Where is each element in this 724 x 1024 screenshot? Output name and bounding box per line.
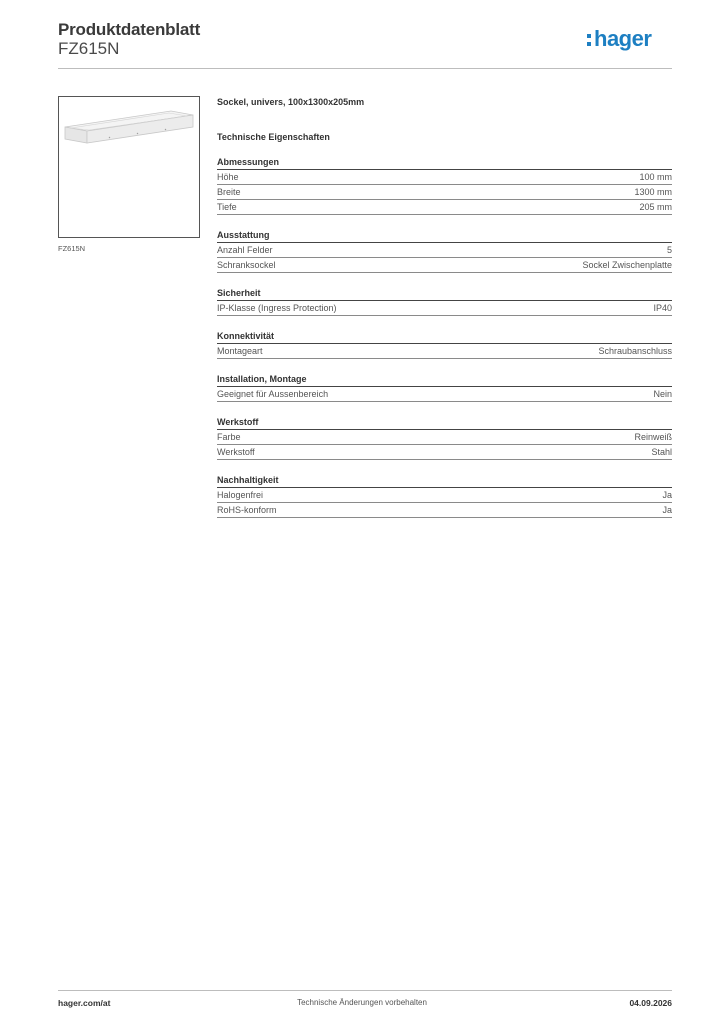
- spec-value: Nein: [653, 389, 672, 399]
- spec-value: Stahl: [651, 447, 672, 457]
- document-title: Produktdatenblatt: [58, 20, 201, 39]
- spec-value: 1300 mm: [634, 187, 672, 197]
- spec-label: Anzahl Felder: [217, 245, 273, 255]
- spec-value: Ja: [662, 505, 672, 515]
- image-caption: FZ615N: [58, 244, 86, 253]
- spec-row: [217, 344, 672, 359]
- spec-row: [217, 185, 672, 200]
- group-heading: Sicherheit: [217, 287, 672, 301]
- spec-value: 100 mm: [639, 172, 672, 182]
- group-heading: Ausstattung: [217, 229, 672, 243]
- spec-value: 205 mm: [639, 202, 672, 212]
- spec-row: [217, 200, 672, 215]
- spec-value: Reinweiß: [634, 432, 672, 442]
- spec-label: Farbe: [217, 432, 241, 442]
- spec-row: [217, 170, 672, 185]
- product-illustration: [59, 97, 199, 237]
- spec-row: [217, 445, 672, 460]
- group-safety: [217, 287, 672, 316]
- group-installation: [217, 373, 672, 402]
- group-heading: Werkstoff: [217, 416, 672, 430]
- group-dimensions: [217, 156, 672, 215]
- footer-website: hager.com/at: [58, 998, 111, 1008]
- hager-logo: [586, 26, 672, 54]
- group-connectivity: [217, 330, 672, 359]
- group-sustainability: [217, 474, 672, 518]
- spec-label: Schranksockel: [217, 260, 276, 270]
- spec-value: IP40: [653, 303, 672, 313]
- spec-label: Geeignet für Aussenbereich: [217, 389, 329, 399]
- spec-row: [217, 258, 672, 273]
- spec-label: Montageart: [217, 346, 263, 356]
- spec-label: IP-Klasse (Ingress Protection): [217, 303, 337, 313]
- spec-value: Ja: [662, 490, 672, 500]
- spec-value: 5: [666, 245, 672, 255]
- product-image: [58, 96, 200, 238]
- footer-notice: Technische Änderungen vorbehalten: [297, 998, 427, 1007]
- spec-label: Tiefe: [217, 202, 237, 212]
- spec-label: RoHS-konform: [217, 505, 277, 515]
- spec-row: [217, 503, 672, 518]
- spec-label: Halogenfrei: [217, 490, 264, 500]
- spec-value: Sockel Zwischenplatte: [582, 260, 672, 270]
- logo-text: hager: [594, 26, 652, 51]
- group-heading: Installation, Montage: [217, 373, 672, 387]
- page-header: [58, 20, 672, 68]
- group-equipment: [217, 229, 672, 273]
- spec-row: [217, 430, 672, 445]
- group-heading: Nachhaltigkeit: [217, 474, 672, 488]
- spec-row: [217, 488, 672, 503]
- group-material: [217, 416, 672, 460]
- spec-row: [217, 387, 672, 402]
- footer-divider: [58, 990, 672, 991]
- spec-label: Breite: [217, 187, 241, 197]
- tech-properties-heading: Technische Eigenschaften: [217, 132, 330, 142]
- spec-label: Höhe: [217, 172, 239, 182]
- spec-row: [217, 243, 672, 258]
- footer-date: 04.09.2026: [629, 998, 672, 1008]
- group-heading: Konnektivität: [217, 330, 672, 344]
- product-description: Sockel, univers, 100x1300x205mm: [217, 97, 365, 107]
- product-code: FZ615N: [58, 39, 120, 58]
- spec-label: Werkstoff: [217, 447, 255, 457]
- group-heading: Abmessungen: [217, 156, 672, 170]
- spec-value: Schraubanschluss: [598, 346, 672, 356]
- spec-row: [217, 301, 672, 316]
- product-specs: [217, 96, 672, 518]
- header-divider: [58, 68, 672, 69]
